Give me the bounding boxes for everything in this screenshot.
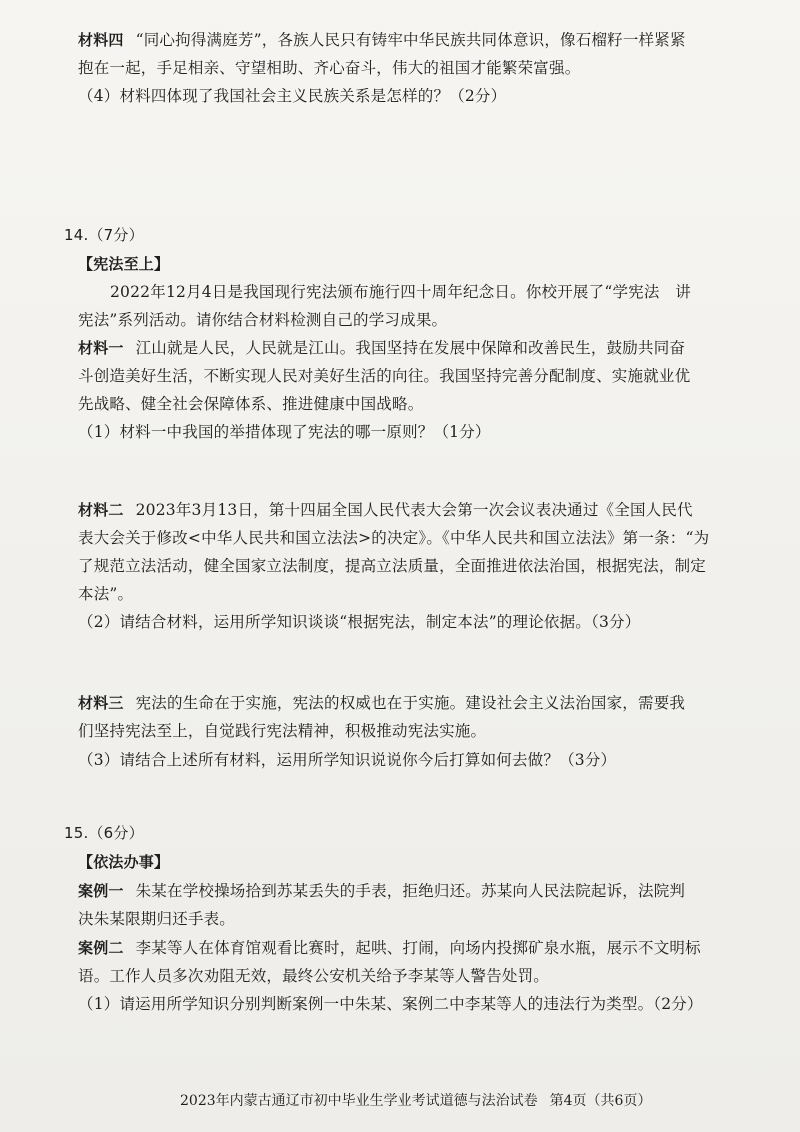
material-3-text-1: 宪法的生命在于实施，宪法的权威也在于实施。建设社会主义法治国家，需要我 bbox=[135, 694, 686, 712]
material-2-line-2: 表大会关于修改<中华人民共和国立法法>的决定》。《中华人民共和国立法法》第一条：“为 bbox=[78, 529, 710, 547]
material-4-text-1: “同心拘得满庭芳”，各族人民只有铸牢中华民族共同体意识，像石榴籽一样紧紧 bbox=[135, 31, 686, 49]
case-1-text-1: 朱某在学校操场拾到苏某丢失的手表，拒绝归还。苏某向人民法院起诉，法院判 bbox=[135, 882, 686, 900]
material-2-line-3: 了规范立法活动，健全国家立法制度，提高立法质量，全面推进依法治国，根据宪法，制定 bbox=[78, 557, 707, 575]
question-14-intro-line-2: 宪法”系列活动。请你结合材料检测自己的学习成果。 bbox=[78, 311, 448, 329]
question-13-4: （4）材料四体现了我国社会主义民族关系是怎样的？（2分） bbox=[78, 87, 507, 105]
question-14-heading: 【宪法至上】 bbox=[78, 255, 170, 273]
material-3-line-1 bbox=[78, 693, 730, 713]
question-14-number: 14.（7分） bbox=[64, 226, 144, 244]
material-4-label: 材料四 bbox=[78, 31, 124, 49]
material-2-label: 材料二 bbox=[78, 501, 124, 519]
question-14-1: （1）材料一中我国的举措体现了宪法的哪一原则？（1分） bbox=[78, 423, 491, 441]
case-1-line-1 bbox=[78, 881, 730, 901]
material-2-line-4: 本法”。 bbox=[78, 585, 134, 603]
material-2-line-1 bbox=[78, 500, 730, 520]
material-4-line-1 bbox=[78, 30, 730, 50]
question-15-heading: 【依法办事】 bbox=[78, 853, 170, 871]
material-2-text-1: 2023年3月13日，第十四届全国人民代表大会第一次会议表决通过《全国人民代 bbox=[135, 501, 693, 519]
case-1-label: 案例一 bbox=[78, 882, 124, 900]
question-14-2: （2）请结合材料，运用所学知识谈谈“根据宪法，制定本法”的理论依据。（3分） bbox=[78, 613, 641, 631]
material-1-line-2: 斗创造美好生活，不断实现人民对美好生活的向往。我国坚持完善分配制度、实施就业优 bbox=[78, 367, 691, 385]
question-14-intro-line-1: 2022年12月4日是我国现行宪法颁布施行四十周年纪念日。你校开展了“学宪法 讲 bbox=[110, 283, 691, 301]
case-1-line-2: 决朱某限期归还手表。 bbox=[78, 910, 236, 928]
case-2-line-2: 语。工作人员多次劝阻无效，最终公安机关给予李某等人警告处罚。 bbox=[78, 967, 550, 985]
question-15-1: （1）请运用所学知识分别判断案例一中朱某、案例二中李某等人的违法行为类型。（2分） bbox=[78, 995, 703, 1013]
material-3-line-2: 们坚持宪法至上，自觉践行宪法精神，积极推动宪法实施。 bbox=[78, 722, 487, 740]
material-1-label: 材料一 bbox=[78, 339, 124, 357]
page-footer bbox=[180, 1090, 651, 1110]
material-3-label: 材料三 bbox=[78, 694, 124, 712]
question-14-3: （3）请结合上述所有材料，运用所学知识说说你今后打算如何去做？（3分） bbox=[78, 751, 617, 769]
material-1-line-3: 先战略、健全社会保障体系、推进健康中国战略。 bbox=[78, 395, 424, 413]
exam-title: 2023年内蒙古通辽市初中毕业生学业考试道德与法治试卷 bbox=[180, 1093, 538, 1109]
material-1-text-1: 江山就是人民，人民就是江山。我国坚持在发展中保障和改善民生，鼓励共同奋 bbox=[135, 339, 686, 357]
material-1-line-1 bbox=[78, 338, 730, 358]
case-2-line-1 bbox=[78, 938, 730, 958]
page-number: 第4页（共6页） bbox=[549, 1093, 652, 1109]
question-15-number: 15.（6分） bbox=[64, 824, 144, 842]
material-4-line-2: 抱在一起，手足相亲、守望相助、齐心奋斗，伟大的祖国才能繁荣富强。 bbox=[78, 59, 581, 77]
case-2-text-1: 李某等人在体育馆观看比赛时，起哄、打闹，向场内投掷矿泉水瓶，展示不文明标 bbox=[135, 939, 701, 957]
case-2-label: 案例二 bbox=[78, 939, 124, 957]
